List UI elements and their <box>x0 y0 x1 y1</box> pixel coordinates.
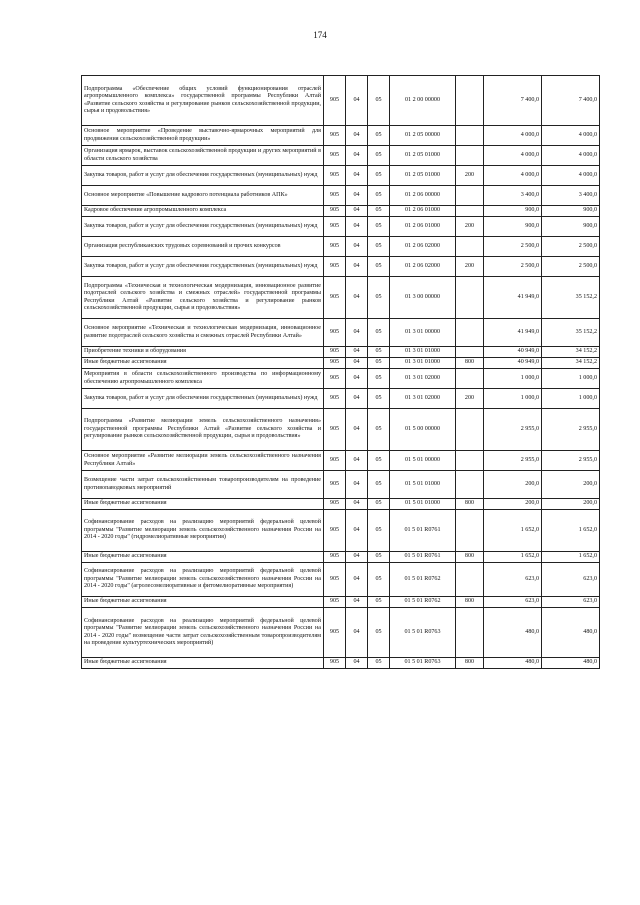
row-name: Закупка товаров, работ и услуг для обеспечения государственных (муниципальных) нужд <box>82 257 324 277</box>
row-name: Подпрограмма «Развитие мелиорации земель сельскохозяйственного назначения» государственной программы Республики Алтай «Развитие сельского хозяйства и регулирование рынков сельскохозяйственной продукции, сырья и продовольствия» <box>82 409 324 451</box>
expense-type-code: 800 <box>456 658 484 669</box>
table-row <box>82 451 600 471</box>
expense-type-code <box>456 451 484 471</box>
admin-code: 905 <box>324 563 346 597</box>
page-number: 174 <box>313 30 327 40</box>
target-article-code: 01 5 01 R0762 <box>390 597 456 608</box>
row-name: Иные бюджетные ассигнования <box>82 658 324 669</box>
section-code: 04 <box>346 126 368 146</box>
amount-2: 1 652,0 <box>542 552 600 563</box>
subsection-code: 05 <box>368 510 390 552</box>
target-article-code: 01 3 01 02000 <box>390 389 456 409</box>
table-row <box>82 409 600 451</box>
row-name: Возмещение части затрат сельскохозяйственным товаропроизводителям на проведение противопаводковых мероприятий <box>82 471 324 499</box>
admin-code: 905 <box>324 451 346 471</box>
expense-type-code: 800 <box>456 358 484 369</box>
admin-code: 905 <box>324 409 346 451</box>
expense-type-code <box>456 237 484 257</box>
section-code: 04 <box>346 358 368 369</box>
row-name: Иные бюджетные ассигнования <box>82 552 324 563</box>
table-row <box>82 510 600 552</box>
amount-1: 623,0 <box>484 597 542 608</box>
amount-1: 200,0 <box>484 499 542 510</box>
section-code: 04 <box>346 277 368 319</box>
admin-code: 905 <box>324 126 346 146</box>
table-row <box>82 166 600 186</box>
table-row <box>82 319 600 347</box>
expense-type-code <box>456 608 484 658</box>
amount-2: 4 000,0 <box>542 126 600 146</box>
amount-2: 480,0 <box>542 608 600 658</box>
table-row <box>82 217 600 237</box>
target-article-code: 01 5 01 01000 <box>390 499 456 510</box>
expense-type-code <box>456 186 484 206</box>
subsection-code: 05 <box>368 217 390 237</box>
table-row <box>82 206 600 217</box>
table-row <box>82 126 600 146</box>
subsection-code: 05 <box>368 451 390 471</box>
expense-type-code <box>456 510 484 552</box>
admin-code: 905 <box>324 206 346 217</box>
subsection-code: 05 <box>368 369 390 389</box>
row-name: Основное мероприятие «Проведение выставочно-ярмарочных мероприятий для продвижения сельскохозяйственной продукции» <box>82 126 324 146</box>
table-row <box>82 608 600 658</box>
target-article-code: 01 3 01 01000 <box>390 358 456 369</box>
amount-1: 40 949,0 <box>484 347 542 358</box>
expense-type-code <box>456 369 484 389</box>
amount-1: 7 400,0 <box>484 76 542 126</box>
target-article-code: 01 5 01 R0761 <box>390 552 456 563</box>
admin-code: 905 <box>324 471 346 499</box>
target-article-code: 01 2 06 01000 <box>390 217 456 237</box>
target-article-code: 01 5 00 00000 <box>390 409 456 451</box>
admin-code: 905 <box>324 658 346 669</box>
section-code: 04 <box>346 563 368 597</box>
section-code: 04 <box>346 597 368 608</box>
table-row <box>82 347 600 358</box>
amount-2: 200,0 <box>542 499 600 510</box>
row-name: Закупка товаров, работ и услуг для обеспечения государственных (муниципальных) нужд <box>82 389 324 409</box>
table-row <box>82 658 600 669</box>
expense-type-code <box>456 277 484 319</box>
amount-2: 623,0 <box>542 563 600 597</box>
subsection-code: 05 <box>368 552 390 563</box>
amount-2: 2 500,0 <box>542 257 600 277</box>
amount-2: 1 000,0 <box>542 389 600 409</box>
section-code: 04 <box>346 552 368 563</box>
admin-code: 905 <box>324 608 346 658</box>
expense-type-code <box>456 471 484 499</box>
subsection-code: 05 <box>368 206 390 217</box>
row-name: Основное мероприятие «Техническая и технологическая модернизация, инновационное развитие подотраслей сельского хозяйства и смежных отраслей Республики Алтай» <box>82 319 324 347</box>
amount-2: 7 400,0 <box>542 76 600 126</box>
table-row <box>82 186 600 206</box>
section-code: 04 <box>346 319 368 347</box>
subsection-code: 05 <box>368 389 390 409</box>
expense-type-code: 800 <box>456 552 484 563</box>
row-name: Закупка товаров, работ и услуг для обеспечения государственных (муниципальных) нужд <box>82 166 324 186</box>
section-code: 04 <box>346 347 368 358</box>
expense-type-code: 200 <box>456 257 484 277</box>
row-name: Софинансирование расходов на реализацию мероприятий федеральной целевой программы "Развитие мелиорации земель сельскохозяйственного назначения России на 2014 - 2020 годы" (агролесомелиоративные и фитомелиоративные мероприятия) <box>82 563 324 597</box>
row-name: Софинансирование расходов на реализацию мероприятий федеральной целевой программы "Развитие мелиорации земель сельскохозяйственного назначения России на 2014 - 2020 годы" возмещение части затрат сельскохозяйственным товаропроизводителям на проведение культуртехнических мероприятий) <box>82 608 324 658</box>
expense-type-code <box>456 319 484 347</box>
target-article-code: 01 5 01 00000 <box>390 451 456 471</box>
target-article-code: 01 3 00 00000 <box>390 277 456 319</box>
row-name: Софинансирование расходов на реализацию мероприятий федеральной целевой программы "Развитие мелиорации земель сельскохозяйственного назначения России на 2014 - 2020 годы" (гидромелиоративные мероприятия) <box>82 510 324 552</box>
target-article-code: 01 5 01 R0763 <box>390 658 456 669</box>
table-row <box>82 597 600 608</box>
row-name: Подпрограмма «Обеспечение общих условий функционирования отраслей агропромышленного комплекса» государственной программы Республики Алтай «Развитие сельского хозяйства и регулирование рынков сельскохозяйственной продукции, сырья и продовольствия» <box>82 76 324 126</box>
amount-1: 2 500,0 <box>484 257 542 277</box>
section-code: 04 <box>346 257 368 277</box>
section-code: 04 <box>346 146 368 166</box>
table-row <box>82 369 600 389</box>
subsection-code: 05 <box>368 471 390 499</box>
amount-1: 1 652,0 <box>484 552 542 563</box>
budget-table <box>81 75 600 669</box>
amount-1: 2 955,0 <box>484 451 542 471</box>
target-article-code: 01 5 01 R0762 <box>390 563 456 597</box>
expense-type-code <box>456 76 484 126</box>
row-name: Основное мероприятие «Повышение кадрового потенциала работников АПК» <box>82 186 324 206</box>
amount-2: 35 152,2 <box>542 277 600 319</box>
table-row <box>82 499 600 510</box>
admin-code: 905 <box>324 186 346 206</box>
amount-2: 480,0 <box>542 658 600 669</box>
subsection-code: 05 <box>368 186 390 206</box>
section-code: 04 <box>346 217 368 237</box>
amount-2: 2 500,0 <box>542 237 600 257</box>
amount-1: 623,0 <box>484 563 542 597</box>
section-code: 04 <box>346 206 368 217</box>
admin-code: 905 <box>324 217 346 237</box>
target-article-code: 01 2 06 01000 <box>390 206 456 217</box>
amount-1: 1 000,0 <box>484 389 542 409</box>
row-name: Иные бюджетные ассигнования <box>82 597 324 608</box>
section-code: 04 <box>346 76 368 126</box>
section-code: 04 <box>346 608 368 658</box>
amount-1: 480,0 <box>484 608 542 658</box>
amount-2: 623,0 <box>542 597 600 608</box>
expense-type-code: 800 <box>456 597 484 608</box>
section-code: 04 <box>346 451 368 471</box>
subsection-code: 05 <box>368 499 390 510</box>
amount-2: 2 955,0 <box>542 409 600 451</box>
amount-2: 2 955,0 <box>542 451 600 471</box>
target-article-code: 01 2 05 01000 <box>390 166 456 186</box>
section-code: 04 <box>346 471 368 499</box>
expense-type-code <box>456 347 484 358</box>
expense-type-code: 200 <box>456 166 484 186</box>
amount-2: 1 000,0 <box>542 369 600 389</box>
amount-2: 1 652,0 <box>542 510 600 552</box>
row-name: Иные бюджетные ассигнования <box>82 358 324 369</box>
section-code: 04 <box>346 237 368 257</box>
admin-code: 905 <box>324 237 346 257</box>
row-name: Закупка товаров, работ и услуг для обеспечения государственных (муниципальных) нужд <box>82 217 324 237</box>
row-name: Мероприятия в области сельскохозяйственного производства по информационному обеспечению агропромышленного комплекса <box>82 369 324 389</box>
amount-1: 900,0 <box>484 206 542 217</box>
table-row <box>82 552 600 563</box>
expense-type-code: 800 <box>456 499 484 510</box>
subsection-code: 05 <box>368 146 390 166</box>
row-name: Подпрограмма «Техническая и технологическая модернизация, инновационное развитие подотраслей сельского хозяйства и смежных отраслей» государственной программы Республики Алтай «Развитие сельского хозяйства и регулирование рынков сельскохозяйственной продукции, сырья и продовольствия» <box>82 277 324 319</box>
expense-type-code: 200 <box>456 389 484 409</box>
subsection-code: 05 <box>368 658 390 669</box>
subsection-code: 05 <box>368 237 390 257</box>
subsection-code: 05 <box>368 126 390 146</box>
expense-type-code <box>456 409 484 451</box>
admin-code: 905 <box>324 319 346 347</box>
row-name: Кадровое обеспечение агропромышленного комплекса <box>82 206 324 217</box>
table-row <box>82 563 600 597</box>
amount-2: 4 000,0 <box>542 146 600 166</box>
table-row <box>82 76 600 126</box>
admin-code: 905 <box>324 257 346 277</box>
row-name: Приобретение техники и оборудования <box>82 347 324 358</box>
subsection-code: 05 <box>368 608 390 658</box>
amount-2: 200,0 <box>542 471 600 499</box>
amount-1: 200,0 <box>484 471 542 499</box>
amount-1: 4 000,0 <box>484 146 542 166</box>
amount-1: 4 000,0 <box>484 126 542 146</box>
admin-code: 905 <box>324 510 346 552</box>
subsection-code: 05 <box>368 166 390 186</box>
expense-type-code: 200 <box>456 217 484 237</box>
subsection-code: 05 <box>368 257 390 277</box>
subsection-code: 05 <box>368 277 390 319</box>
subsection-code: 05 <box>368 563 390 597</box>
table-row <box>82 237 600 257</box>
amount-1: 4 000,0 <box>484 166 542 186</box>
amount-1: 480,0 <box>484 658 542 669</box>
admin-code: 905 <box>324 166 346 186</box>
subsection-code: 05 <box>368 319 390 347</box>
target-article-code: 01 5 01 R0761 <box>390 510 456 552</box>
amount-1: 2 500,0 <box>484 237 542 257</box>
amount-2: 3 400,0 <box>542 186 600 206</box>
admin-code: 905 <box>324 358 346 369</box>
target-article-code: 01 2 06 02000 <box>390 257 456 277</box>
amount-2: 34 152,2 <box>542 358 600 369</box>
section-code: 04 <box>346 166 368 186</box>
admin-code: 905 <box>324 76 346 126</box>
section-code: 04 <box>346 409 368 451</box>
table-row <box>82 389 600 409</box>
subsection-code: 05 <box>368 76 390 126</box>
expense-type-code <box>456 146 484 166</box>
section-code: 04 <box>346 499 368 510</box>
amount-1: 41 949,0 <box>484 319 542 347</box>
target-article-code: 01 3 01 02000 <box>390 369 456 389</box>
target-article-code: 01 2 00 00000 <box>390 76 456 126</box>
target-article-code: 01 3 01 00000 <box>390 319 456 347</box>
amount-2: 35 152,2 <box>542 319 600 347</box>
row-name: Организация ярмарок, выставок сельскохозяйственной продукции и других мероприятий в области сельского хозяйства <box>82 146 324 166</box>
subsection-code: 05 <box>368 409 390 451</box>
section-code: 04 <box>346 658 368 669</box>
target-article-code: 01 2 06 02000 <box>390 237 456 257</box>
amount-2: 900,0 <box>542 206 600 217</box>
target-article-code: 01 3 01 01000 <box>390 347 456 358</box>
subsection-code: 05 <box>368 358 390 369</box>
target-article-code: 01 2 06 00000 <box>390 186 456 206</box>
subsection-code: 05 <box>368 347 390 358</box>
amount-1: 2 955,0 <box>484 409 542 451</box>
table-row <box>82 277 600 319</box>
amount-1: 3 400,0 <box>484 186 542 206</box>
target-article-code: 01 5 01 R0763 <box>390 608 456 658</box>
amount-1: 1 652,0 <box>484 510 542 552</box>
amount-1: 1 000,0 <box>484 369 542 389</box>
row-name: Организация республиканских трудовых соревнований и прочих конкурсов <box>82 237 324 257</box>
admin-code: 905 <box>324 597 346 608</box>
budget-table-body <box>82 76 600 669</box>
admin-code: 905 <box>324 277 346 319</box>
target-article-code: 01 2 05 00000 <box>390 126 456 146</box>
expense-type-code <box>456 126 484 146</box>
table-row <box>82 471 600 499</box>
target-article-code: 01 5 01 01000 <box>390 471 456 499</box>
row-name: Основное мероприятие «Развитие мелиорации земель сельскохозяйственного назначения Республики Алтай» <box>82 451 324 471</box>
admin-code: 905 <box>324 146 346 166</box>
admin-code: 905 <box>324 369 346 389</box>
row-name: Иные бюджетные ассигнования <box>82 499 324 510</box>
target-article-code: 01 2 05 01000 <box>390 146 456 166</box>
expense-type-code <box>456 206 484 217</box>
table-row <box>82 146 600 166</box>
amount-2: 34 152,2 <box>542 347 600 358</box>
admin-code: 905 <box>324 347 346 358</box>
amount-2: 4 000,0 <box>542 166 600 186</box>
subsection-code: 05 <box>368 597 390 608</box>
table-row <box>82 257 600 277</box>
admin-code: 905 <box>324 389 346 409</box>
section-code: 04 <box>346 369 368 389</box>
amount-2: 900,0 <box>542 217 600 237</box>
amount-1: 900,0 <box>484 217 542 237</box>
amount-1: 41 949,0 <box>484 277 542 319</box>
amount-1: 40 949,0 <box>484 358 542 369</box>
section-code: 04 <box>346 510 368 552</box>
section-code: 04 <box>346 389 368 409</box>
section-code: 04 <box>346 186 368 206</box>
expense-type-code <box>456 563 484 597</box>
admin-code: 905 <box>324 552 346 563</box>
admin-code: 905 <box>324 499 346 510</box>
table-row <box>82 358 600 369</box>
